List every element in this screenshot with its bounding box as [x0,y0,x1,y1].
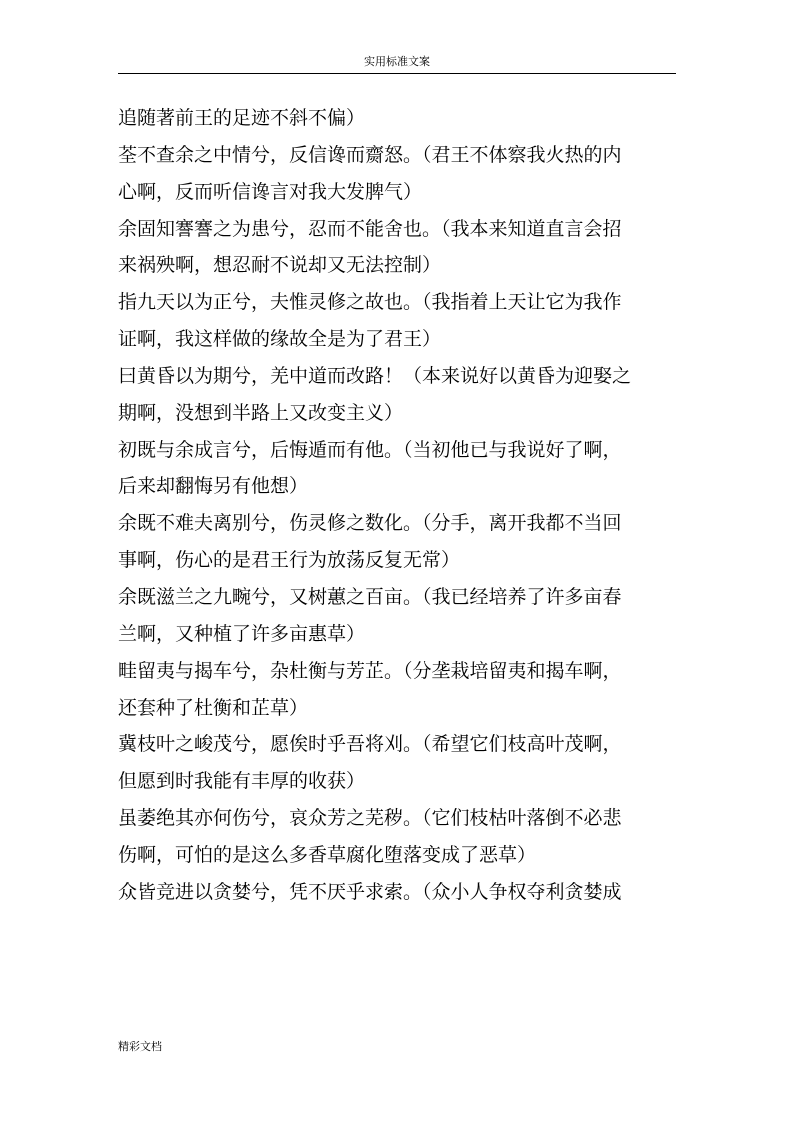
text-line-9: 期啊，没想到半路上又改变主义） [118,401,404,424]
text-line-19: 但愿到时我能有丰厚的收获） [118,770,366,793]
text-line-8: 曰黄昏以为期兮，羌中道而改路！（本来说好以黄昏为迎娶之 [118,364,632,387]
text-line-21: 伤啊，可怕的是这么多香草腐化堕落变成了恶草） [118,843,537,866]
text-line-11: 后来却翻悔另有他想） [118,475,309,498]
text-line-13: 事啊，伤心的是君王行为放荡反复无常） [118,549,461,572]
text-line-5: 来祸殃啊，想忍耐不说却又无法控制） [118,254,442,277]
page-footer: 精彩文档 [118,1040,162,1053]
text-line-1: 追随著前王的足迹不斜不偏） [118,107,366,129]
page-header: 实用标准文案 [364,55,430,68]
text-line-6: 指九天以为正兮，夫惟灵修之故也。（我指着上天让它为我作 [118,291,622,314]
text-line-7: 证啊，我这样做的缘故全是为了君王） [118,328,442,351]
text-line-4: 余固知謇謇之为患兮，忍而不能舍也。（我本来知道直言会招 [118,217,622,240]
text-line-10: 初既与余成言兮，后悔遁而有他。（当初他已与我说好了啊， [118,438,622,461]
text-line-3: 心啊，反而听信谗言对我大发脾气） [118,180,423,203]
text-line-17: 还套种了杜衡和芷草） [118,696,309,719]
text-line-22: 众皆竞进以贪婪兮，凭不厌乎求索。（众小人争权夺利贪婪成 [118,880,622,903]
text-line-12: 余既不难夫离别兮，伤灵修之数化。（分手，离开我都不当回 [118,512,622,535]
header-divider [118,73,676,74]
text-line-16: 畦留夷与揭车兮，杂杜衡与芳芷。（分垄栽培留夷和揭车啊， [118,659,622,682]
text-line-18: 冀枝叶之峻茂兮，愿俟时乎吾将刈。（希望它们枝高叶茂啊， [118,733,622,756]
text-line-2: 荃不查余之中情兮，反信谗而齌怒。（君王不体察我火热的内 [118,143,622,166]
text-line-20: 虽萎绝其亦何伤兮，哀众芳之芜秽。（它们枝枯叶落倒不必悲 [118,807,622,830]
text-line-14: 余既滋兰之九畹兮，又树蕙之百亩。（我已经培养了许多亩春 [118,585,622,608]
text-line-15: 兰啊，又种植了许多亩惠草） [118,622,366,645]
document-body [118,100,678,911]
